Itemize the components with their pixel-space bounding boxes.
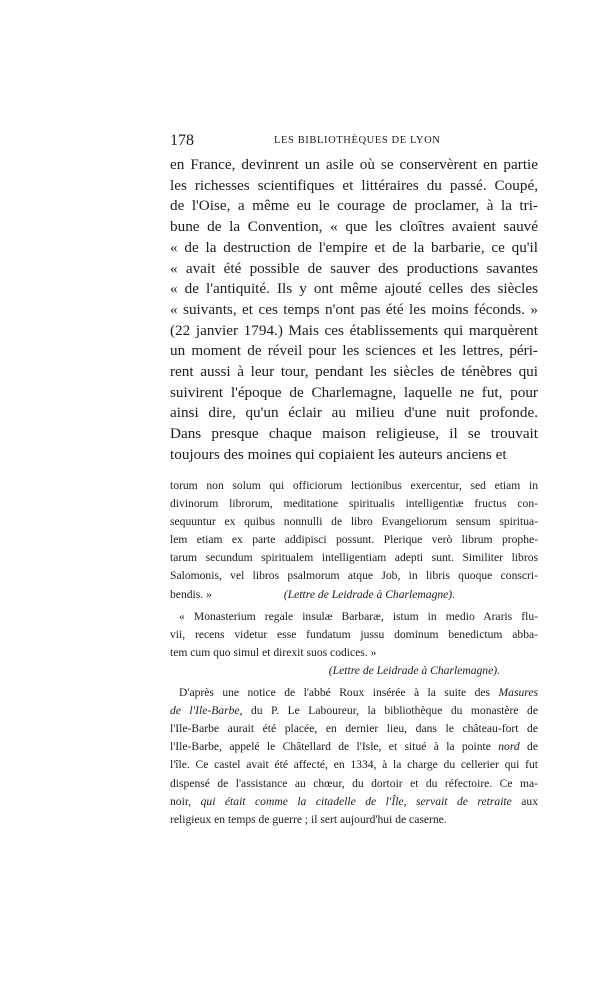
text-line: « avait été possible de sauver des productions savantes	[170, 259, 538, 277]
note-line: noir, qui était comme la citadelle de l'Île, servait de retraite aux	[170, 794, 539, 808]
note-line: torum non solum qui officiorum lectionibus exercentur, sed etiam in	[170, 479, 538, 492]
note-line: « Monasterium regale insulæ Barbaræ, istum in medio Araris flu-	[179, 609, 538, 623]
italic-title: de l'Ile-Barbe	[170, 704, 240, 718]
note-line: vii, recens videtur esse fundatum jussu dominum benedictum abba-	[170, 627, 538, 641]
text-line: de l'Oise, a même eu le courage de proclamer, à la tri-	[170, 197, 538, 215]
text-line: rent aussi à leur tour, pendant les siècles de ténèbres qui	[170, 363, 538, 381]
text-line: Dans presque chaque maison religieuse, il se trouvait	[170, 425, 538, 443]
note-last-line	[170, 586, 538, 604]
italic-word: nord	[498, 740, 520, 754]
note-line: l'île. Ce castel avait été affecté, en 1334, à la charge du cellerier qui fut	[170, 758, 538, 772]
text-line: en France, devinrent un asile où se conservèrent en partie	[170, 156, 538, 173]
text-line: (22 janvier 1794.) Mais ces établissements qui marquèrent	[170, 321, 538, 339]
text-line: bune de la Convention, « que les cloîtres avaient sauvé	[170, 218, 538, 236]
text-line: les richesses scientifiques et littéraires du passé. Coupé,	[170, 176, 538, 194]
note-source: (Lettre de Leidrade à Charlemagne).	[328, 663, 500, 677]
text-line: « de la destruction de l'empire et de la barbarie, ce qu'il	[170, 238, 538, 256]
note-line: D'après une notice de l'abbé Roux insérée à la suite des Masures	[179, 686, 538, 700]
text-line: toujours des moines qui copiaient les auteurs anciens et	[170, 445, 507, 463]
italic-title: Masures	[498, 686, 538, 700]
running-title: LES BIBLIOTHÈQUES DE LYON	[274, 135, 441, 146]
page-number: 178	[170, 132, 194, 149]
note-line: tem cum quo simul et direxit suos codices. »	[170, 645, 377, 659]
note-line: de l'Ile-Barbe, du P. Le Laboureur, la bibliothèque du monastère de	[170, 704, 538, 718]
note-line: religieux en temps de guerre ; il sert aujourd'hui de caserne.	[170, 812, 447, 826]
footnote-leidrade-1	[170, 477, 538, 604]
footnote-ile-barbe	[170, 684, 538, 829]
text-line: suivirent l'époque de Charlemagne, laquelle ne fut, pour	[170, 383, 538, 401]
footnote-leidrade-2	[170, 608, 538, 680]
note-line: lem etiam ex parte addipisci possunt. Plerique verò librum prophe-	[170, 533, 538, 547]
note-line: tarum secundum spiritualem intelligentiam adepti sunt. Similiter libros	[170, 551, 538, 565]
running-head	[170, 131, 540, 151]
note-line: dispensé de l'assistance au chœur, du dortoir et du réfectoire. Ce ma-	[170, 776, 538, 790]
main-text	[170, 155, 538, 466]
text-line: ainsi dire, qu'un éclair au milieu d'une nuit profonde.	[170, 404, 538, 422]
note-line: divinorum librorum, meditatione spiritualis intelligentiæ fructus con-	[170, 497, 538, 511]
footnotes	[170, 477, 538, 829]
note-line: l'Ile-Barbe aurait été placée, en dernier lieu, dans le château-fort de	[170, 722, 538, 736]
note-source: (Lettre de Leidrade à Charlemagne).	[283, 587, 456, 601]
note-line: sequuntur ex quibus nonnulli de libro Evangeliorum sensum spiritua-	[170, 515, 538, 529]
note-line: l'Ile-Barbe, appelé le Châtellard de l'Isle, et situé à la pointe nord de	[170, 740, 538, 754]
italic-phrase: qui était comme la citadelle de l'Île, servait de retraite	[200, 794, 512, 808]
note-line: Salomonis, vel libros psalmorum atque Job, in libris quoque conscri-	[170, 569, 538, 583]
note-line-end: bendis. »	[170, 587, 212, 601]
text-line: « de l'antiquité. Ils y ont même ajouté celles des siècles	[170, 280, 538, 298]
text-line: « suivants, et ces temps n'ont pas été les moins féconds. »	[170, 300, 538, 318]
text-line: un moment de réveil pour les sciences et les lettres, péri-	[170, 342, 538, 360]
